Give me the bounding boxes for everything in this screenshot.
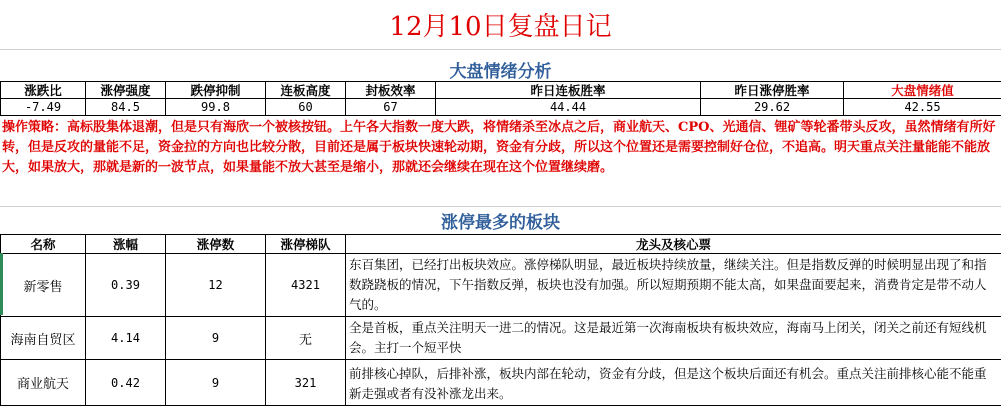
sector-note: 东百集团，已经打出板块效应。涨停梯队明显，最近板块持续放量，继续关注。但是指数反弹的时候明显出现了和指数跷跷板的情况，下午指数反弹，板块也没有加强。所以短期预期不能太高，如果盘面要起来，消费肯定是带不动人气的。 (346, 254, 1001, 317)
sector-header-row (1, 235, 1001, 254)
header-cell: 涨停数 (166, 235, 266, 254)
header-cell: 涨停强度 (86, 82, 166, 99)
header-cell: 封板效率 (346, 82, 436, 99)
header-cell: 名称 (1, 235, 86, 254)
sector-limit-count: 12 (166, 254, 266, 317)
table-row (1, 254, 1001, 317)
header-cell: 涨幅 (86, 235, 166, 254)
sector-change: 0.39 (86, 254, 166, 317)
header-cell: 龙头及核心票 (346, 235, 1001, 254)
sector-ladder: 321 (266, 360, 346, 406)
mood-section-heading: 大盘情绪分析 (0, 57, 1001, 81)
table-row (1, 360, 1001, 406)
page-title: 12月10日复盘日记 (0, 0, 1001, 50)
mood-header-row (1, 82, 1001, 99)
value-cell: -7.49 (1, 99, 86, 116)
value-cell: 99.8 (166, 99, 266, 116)
header-cell-highlight: 大盘情绪值 (844, 82, 1001, 99)
sector-ladder: 4321 (266, 254, 346, 317)
value-cell: 84.5 (86, 99, 166, 116)
selected-cell-indicator (0, 253, 3, 315)
header-cell: 昨日连板胜率 (436, 82, 701, 99)
sector-table (0, 234, 1001, 406)
sector-name: 海南自贸区 (1, 317, 86, 360)
sector-change: 4.14 (86, 317, 166, 360)
header-cell: 涨停梯队 (266, 235, 346, 254)
table-row (1, 317, 1001, 360)
value-cell: 60 (266, 99, 346, 116)
strategy-text: 操作策略：高标股集体退潮，但是只有海欣一个被核按钮。上午各大指数一度大跌，将情绪杀至冰点之后，商业航天、CPO、光通信、锂矿等轮番带头反攻，虽然情绪有所好转，但是反攻的量能不足，资金拉的方向也比较分散，目前还是属于板块快速轮动期，资金有分歧，所以这个位置还是需要控制好仓位，不追高。明天重点关注量能能不能放大，如果放大，那就是新的一波节点，如果量能不放大甚至是缩小，那就还会继续在现在这个位置继续磨。 (2, 118, 1000, 208)
header-cell: 昨日涨停胜率 (701, 82, 844, 99)
value-cell: 67 (346, 99, 436, 116)
sector-change: 0.42 (86, 360, 166, 406)
sector-note: 全是首板，重点关注明天一进二的情况。这是最近第一次海南板块有板块效应，海南马上闭关，闭关之前还有短线机会。主打一个短平快 (346, 317, 1001, 360)
sector-section-heading: 涨停最多的板块 (0, 207, 1001, 234)
sector-limit-count: 9 (166, 360, 266, 406)
sector-ladder: 无 (266, 317, 346, 360)
sector-name: 商业航天 (1, 360, 86, 406)
header-cell: 连板高度 (266, 82, 346, 99)
value-cell: 29.62 (701, 99, 844, 116)
header-cell: 跌停抑制 (166, 82, 266, 99)
header-cell: 涨跌比 (1, 82, 86, 99)
mood-stats-table (0, 81, 1001, 116)
value-cell: 44.44 (436, 99, 701, 116)
sector-note: 前排核心掉队，后排补涨，板块内部在轮动，资金有分歧，但是这个板块后面还有机会。重点关注前排核心能不能重新走强或者有没补涨龙出来。 (346, 360, 1001, 406)
value-cell: 42.55 (844, 99, 1001, 116)
mood-value-row (1, 99, 1001, 116)
sector-name: 新零售 (1, 254, 86, 317)
sector-limit-count: 9 (166, 317, 266, 360)
